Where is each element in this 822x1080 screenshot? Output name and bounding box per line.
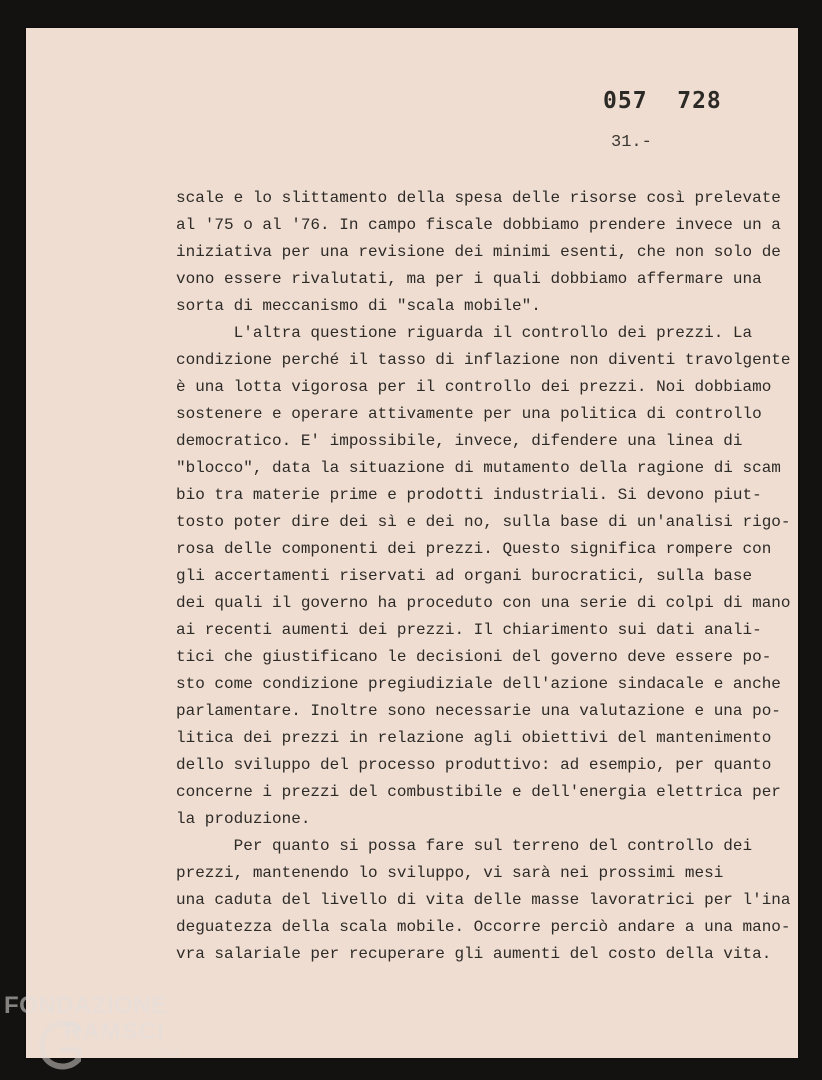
text-line: dello sviluppo del processo produttivo: ad esempio, per quanto [176, 756, 772, 774]
text-line: rosa delle componenti dei prezzi. Questo significa rompere con [176, 540, 772, 558]
text-line: sorta di meccanismo di "scala mobile". [176, 297, 541, 315]
text-line: è una lotta vigorosa per il controllo dei prezzi. Noi dobbiamo [176, 378, 772, 396]
text-line: dei quali il governo ha proceduto con una serie di colpi di mano [176, 594, 791, 612]
text-line: vra salariale per recuperare gli aumenti del costo della vita. [176, 945, 772, 963]
body-text [176, 185, 816, 968]
text-line: condizione perché il tasso di inflazione non diventi travolgente [176, 351, 791, 369]
text-line: "blocco", data la situazione di mutamento della ragione di scam [176, 459, 781, 477]
text-line: Per quanto si possa fare sul terreno del controllo dei [176, 837, 753, 855]
text-line: deguatezza della scala mobile. Occorre perciò andare a una mano- [176, 918, 791, 936]
text-line: democratico. E' impossibile, invece, difendere una linea di [176, 432, 743, 450]
text-line: concerne i prezzi del combustibile e dell'energia elettrica per [176, 783, 781, 801]
text-line: L'altra questione riguarda il controllo dei prezzi. La [176, 324, 753, 342]
watermark-line1: FONDAZIONE [4, 992, 168, 1019]
text-line: prezzi, mantenendo lo sviluppo, vi sarà nei prossimi mesi [176, 864, 724, 882]
typewritten-page [26, 28, 798, 1058]
text-line: gli accertamenti riservati ad organi burocratici, sulla base [176, 567, 753, 585]
fondazione-gramsci-watermark [4, 992, 214, 1080]
text-line: ai recenti aumenti dei prezzi. Il chiarimento sui dati anali- [176, 621, 762, 639]
watermark-sub: onlus [156, 1048, 180, 1059]
archive-number: 057 728 [603, 88, 722, 114]
watermark-line2: RAMSCI [64, 1018, 165, 1045]
text-line: tici che giustificano le decisioni del governo deve essere po- [176, 648, 772, 666]
page-number: 31.- [611, 133, 652, 152]
text-line: al '75 o al '76. In campo fiscale dobbiamo prendere invece un a [176, 216, 781, 234]
text-line: scale e lo slittamento della spesa delle risorse così prelevate [176, 189, 781, 207]
text-line: bio tra materie prime e prodotti industriali. Si devono piut- [176, 486, 762, 504]
text-line: sostenere e operare attivamente per una politica di controllo [176, 405, 762, 423]
text-line: sto come condizione pregiudiziale dell'azione sindacale e anche [176, 675, 781, 693]
text-line: la produzione. [176, 810, 311, 828]
text-line: vono essere rivalutati, ma per i quali dobbiamo affermare una [176, 270, 762, 288]
text-line: parlamentare. Inoltre sono necessarie una valutazione e una po- [176, 702, 781, 720]
text-line: una caduta del livello di vita delle masse lavoratrici per l'ina [176, 891, 791, 909]
text-line: iniziativa per una revisione dei minimi esenti, che non solo de [176, 243, 781, 261]
text-line: tosto poter dire dei sì e dei no, sulla base di un'analisi rigo- [176, 513, 791, 531]
text-line: litica dei prezzi in relazione agli obiettivi del mantenimento [176, 729, 772, 747]
